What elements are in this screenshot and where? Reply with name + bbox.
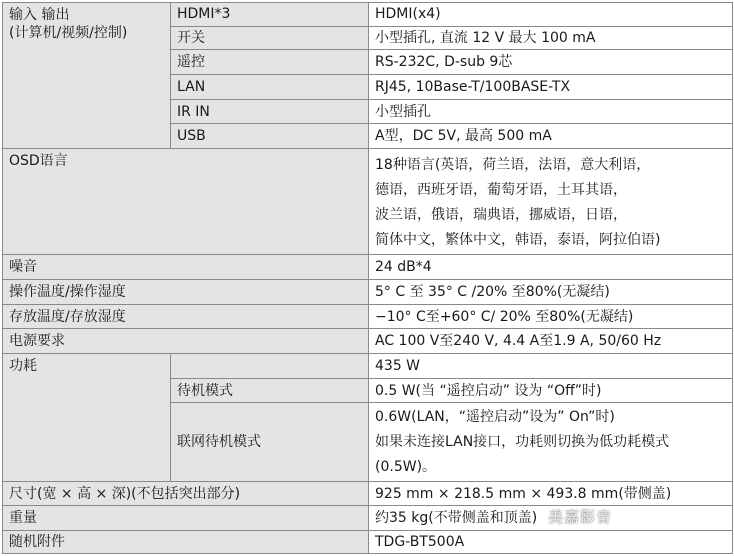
table-row bbox=[3, 304, 733, 329]
osd-value bbox=[369, 149, 733, 255]
hdmi-value: HDMI(x4) bbox=[369, 3, 733, 27]
storage-temp-label: 存放温度/存放湿度 bbox=[3, 304, 369, 329]
remote-label: 遥控 bbox=[171, 50, 369, 75]
table-row bbox=[3, 481, 733, 506]
osd-value-line: 波兰语，俄语，瑞典语，挪威语，日语， bbox=[375, 206, 627, 223]
irin-value: 小型插孔 bbox=[369, 99, 733, 124]
osd-label: OSD语言 bbox=[3, 149, 369, 255]
power-req-label: 电源要求 bbox=[3, 329, 369, 354]
io-label-line: (计算机/视频/控制) bbox=[9, 25, 128, 41]
table-row bbox=[3, 354, 733, 379]
spec-table bbox=[2, 2, 733, 554]
accessories-value: TDG-BT500A bbox=[369, 531, 733, 554]
watermark: 美嘉影音 bbox=[548, 508, 613, 526]
table-row bbox=[3, 3, 733, 27]
switch-value: 小型插孔, 直流 12 V 最大 100 mA bbox=[369, 26, 733, 50]
standby-label: 待机模式 bbox=[171, 378, 369, 403]
network-standby-line: (0.5W)。 bbox=[375, 458, 437, 475]
io-label-line: 输入 输出 bbox=[9, 7, 70, 23]
table-row bbox=[3, 506, 733, 531]
osd-value-line: 18种语言(英语，荷兰语，法语，意大利语， bbox=[375, 156, 651, 173]
table-row bbox=[3, 329, 733, 354]
usb-value: A型，DC 5V, 最高 500 mA bbox=[369, 124, 733, 149]
dimensions-label: 尺寸(宽 × 高 × 深)(不包括突出部分) bbox=[3, 481, 369, 506]
io-label bbox=[3, 3, 171, 149]
network-standby-value bbox=[369, 403, 733, 481]
switch-label: 开关 bbox=[171, 26, 369, 50]
noise-label: 噪音 bbox=[3, 255, 369, 280]
lan-value: RJ45, 10Base-T/100BASE-TX bbox=[369, 75, 733, 100]
accessories-label: 随机附件 bbox=[3, 531, 369, 554]
weight-value: 约35 kg(不带侧盖和顶盖) bbox=[369, 506, 733, 531]
irin-label: IR IN bbox=[171, 99, 369, 124]
network-standby-label: 联网待机模式 bbox=[171, 403, 369, 481]
network-standby-line: 如果未连接LAN接口，功耗则切换为低功耗模式 bbox=[375, 433, 670, 450]
network-standby-line: 0.6W(LAN，“遥控启动”设为” On”时) bbox=[375, 408, 615, 425]
standby-value: 0.5 W(当 “遥控启动” 设为 “Off”时) bbox=[369, 378, 733, 403]
op-temp-value: 5° C 至 35° C /20% 至80%(无凝结) bbox=[369, 279, 733, 304]
storage-temp-value: −10° C至+60° C/ 20% 至80%(无凝结) bbox=[369, 304, 733, 329]
table-row bbox=[3, 531, 733, 554]
lan-label: LAN bbox=[171, 75, 369, 100]
osd-value-line: 德语，西班牙语，葡萄牙语，土耳其语， bbox=[375, 181, 627, 198]
table-row bbox=[3, 149, 733, 255]
power-main-value: 435 W bbox=[369, 354, 733, 379]
remote-value: RS-232C, D-sub 9芯 bbox=[369, 50, 733, 75]
weight-label: 重量 bbox=[3, 506, 369, 531]
table-row bbox=[3, 255, 733, 280]
usb-label: USB bbox=[171, 124, 369, 149]
power-main-sublabel bbox=[171, 354, 369, 379]
power-label: 功耗 bbox=[3, 354, 171, 482]
noise-value: 24 dB*4 bbox=[369, 255, 733, 280]
dimensions-value: 925 mm × 218.5 mm × 493.8 mm(带侧盖) bbox=[369, 481, 733, 506]
op-temp-label: 操作温度/操作湿度 bbox=[3, 279, 369, 304]
power-req-value: AC 100 V至240 V, 4.4 A至1.9 A, 50/60 Hz bbox=[369, 329, 733, 354]
table-row bbox=[3, 279, 733, 304]
osd-value-line: 简体中文，繁体中文，韩语，泰语，阿拉伯语) bbox=[375, 231, 661, 248]
hdmi-label: HDMI*3 bbox=[171, 3, 369, 27]
